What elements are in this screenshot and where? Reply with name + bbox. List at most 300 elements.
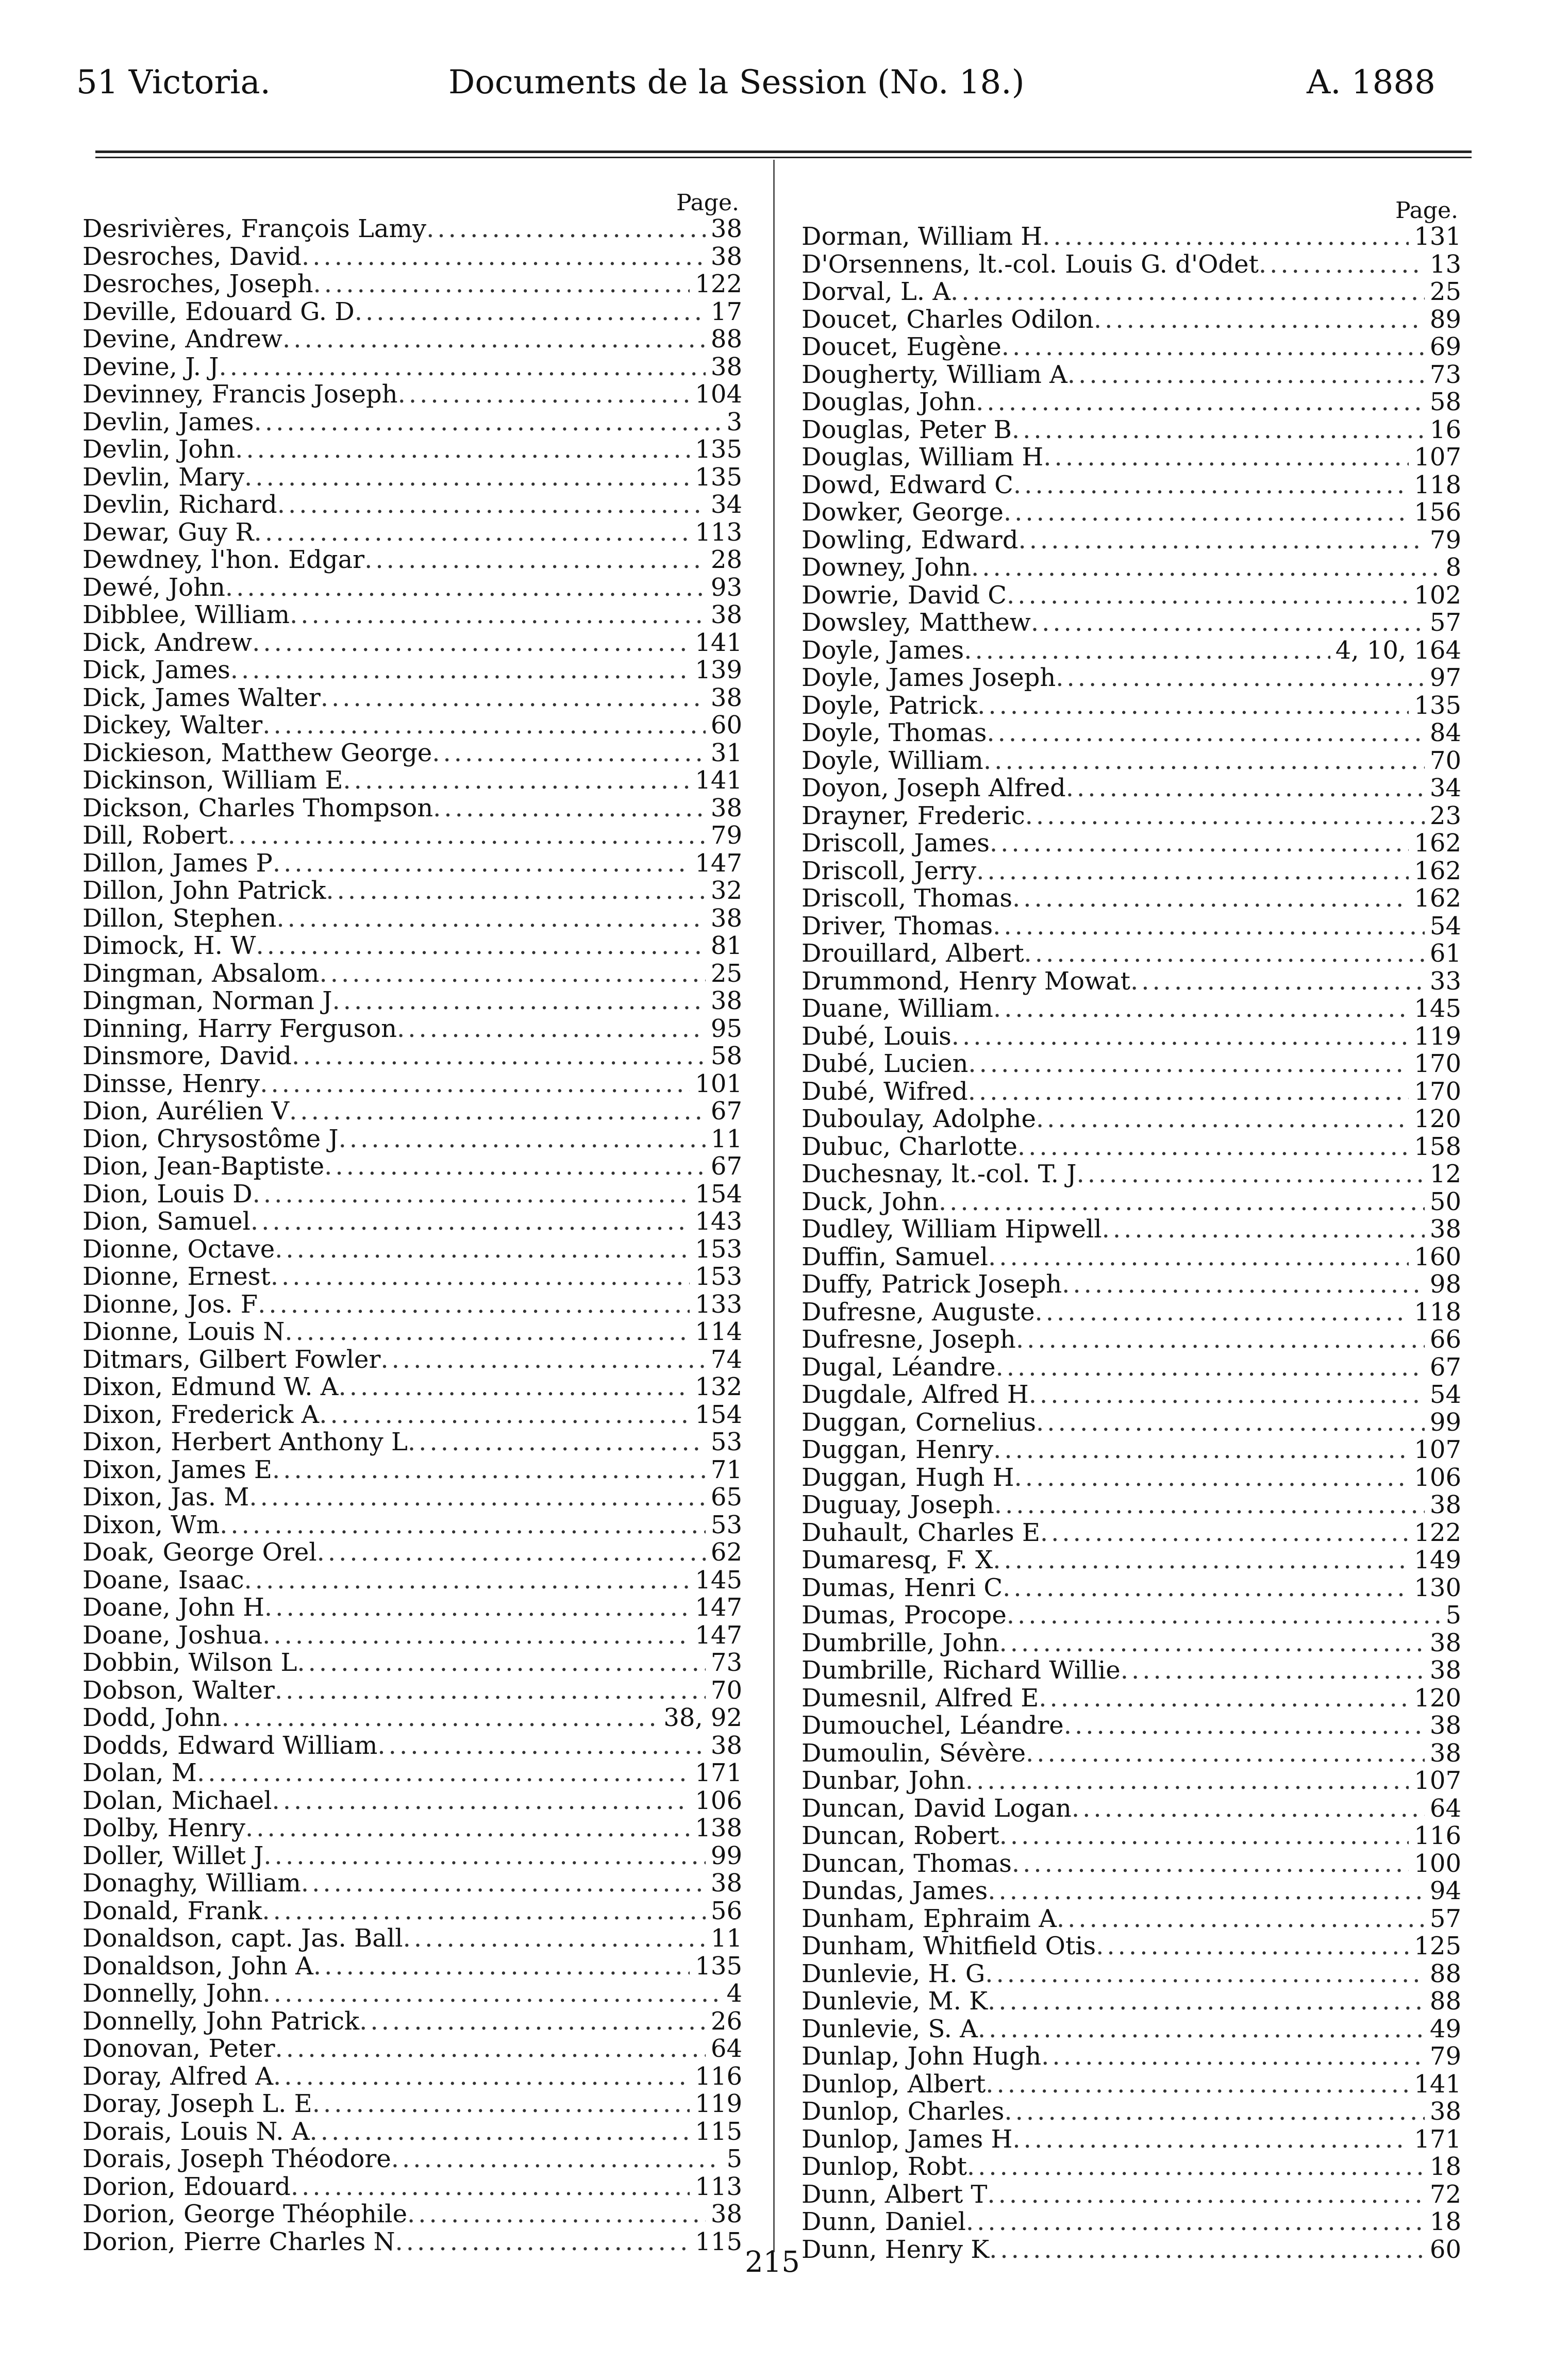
entry-name: Douglas, John	[802, 389, 976, 416]
dot-leader	[1042, 223, 1409, 251]
entry-page: 94	[1429, 1878, 1461, 1905]
entry-page: 32	[710, 877, 742, 905]
dot-leader	[1012, 1850, 1409, 1878]
index-entry	[82, 905, 742, 933]
entry-name: Doane, Isaac	[82, 1566, 244, 1594]
index-entry	[802, 830, 1461, 858]
index-entry	[82, 2146, 742, 2173]
entry-page: 81	[710, 932, 742, 960]
entry-page: 31	[710, 739, 742, 767]
index-entry	[802, 1105, 1461, 1133]
index-entry	[802, 1878, 1461, 1905]
entry-name: Dibblee, William	[82, 601, 290, 629]
dot-leader	[987, 2181, 1425, 2209]
entry-name: Dubé, Wifred	[802, 1078, 968, 1105]
entry-name: Dunlop, Albert	[802, 2070, 986, 2098]
dot-leader	[426, 215, 706, 243]
index-entry	[802, 1078, 1461, 1106]
entry-page: 67	[710, 1153, 742, 1181]
dot-leader	[275, 2035, 706, 2063]
dot-leader	[252, 629, 690, 657]
entry-page: 120	[1414, 1105, 1461, 1133]
dot-leader	[301, 1870, 706, 1898]
index-entry	[82, 1677, 742, 1705]
entry-name: Duggan, Hugh H	[802, 1464, 1014, 1491]
entry-name: Dixon, Wm	[82, 1511, 220, 1539]
index-entry	[82, 2228, 742, 2256]
dot-leader	[971, 554, 1440, 582]
dot-leader	[1077, 1161, 1425, 1188]
entry-name: Doucet, Eugène	[802, 333, 1002, 361]
entry-page: 38	[1429, 1629, 1461, 1657]
entry-name: Dorais, Louis N. A	[82, 2118, 310, 2146]
index-entry	[82, 2035, 742, 2063]
entry-page: 5	[726, 2146, 742, 2173]
dot-leader	[1067, 361, 1425, 389]
entry-page: 89	[1429, 306, 1461, 333]
dot-leader	[343, 767, 690, 795]
entry-page: 162	[1414, 857, 1461, 885]
entry-name: Desroches, Joseph	[82, 271, 313, 298]
entry-name: Dewdney, l'hon. Edgar	[82, 546, 365, 574]
dot-leader	[939, 1188, 1425, 1216]
entry-page: 26	[710, 2007, 742, 2035]
index-entry	[82, 601, 742, 629]
index-entry	[82, 1898, 742, 1925]
entry-name: Dion, Louis D	[82, 1180, 253, 1208]
entry-page: 106	[695, 1787, 742, 1815]
index-entry	[802, 2153, 1461, 2181]
entry-name: Dionne, Jos. F	[82, 1290, 258, 1318]
index-entry	[802, 472, 1461, 499]
entry-name: Donaldson, John A	[82, 1952, 313, 1980]
entry-page: 64	[1429, 1795, 1461, 1822]
page-column-label: Page.	[676, 190, 739, 216]
entry-page: 58	[710, 1043, 742, 1070]
entry-name: Dufresne, Joseph	[802, 1326, 1016, 1354]
dot-leader	[408, 1429, 706, 1456]
dot-leader	[433, 795, 706, 823]
dot-leader	[230, 657, 690, 684]
page-number: 215	[745, 2245, 800, 2279]
entry-name: Doyle, James Joseph	[802, 664, 1056, 692]
entry-page: 38	[710, 1870, 742, 1898]
dot-leader	[225, 574, 706, 602]
dot-leader	[987, 719, 1425, 747]
entry-page: 162	[1414, 885, 1461, 913]
index-entry	[802, 1712, 1461, 1740]
index-entry	[82, 243, 742, 271]
entry-name: Dowrie, David C	[802, 581, 1007, 609]
dot-leader	[292, 1043, 706, 1070]
entry-name: Doane, Joshua	[82, 1621, 263, 1649]
dot-leader	[964, 637, 1330, 665]
index-entry	[802, 1602, 1461, 1630]
entry-page: 38	[1429, 1739, 1461, 1767]
dot-leader	[989, 2236, 1425, 2264]
index-entry	[802, 1023, 1461, 1051]
dot-leader	[1003, 1574, 1409, 1602]
index-entry	[802, 582, 1461, 610]
entry-page: 88	[1429, 1960, 1461, 1988]
dot-leader	[312, 2090, 690, 2118]
entry-page: 147	[695, 1621, 742, 1649]
page-column-label: Page.	[1395, 197, 1458, 224]
index-entry	[82, 1732, 742, 1760]
entry-name: Dunn, Daniel	[802, 2208, 966, 2236]
entry-name: Dillon, James P	[82, 849, 273, 877]
entry-page: 102	[1414, 581, 1461, 609]
dot-leader	[1012, 2126, 1409, 2154]
index-entry	[802, 306, 1461, 334]
entry-page: 141	[1414, 2070, 1461, 2098]
dot-leader	[326, 877, 706, 905]
entry-page: 64	[710, 2035, 742, 2063]
dot-leader	[1043, 444, 1409, 472]
dot-leader	[338, 1373, 690, 1401]
index-entry	[82, 1567, 742, 1595]
entry-name: Duck, John	[802, 1188, 939, 1216]
entry-page: 57	[1429, 1905, 1461, 1933]
entry-page: 60	[710, 712, 742, 740]
index-entry	[802, 1685, 1461, 1713]
entry-page: 88	[710, 326, 742, 354]
index-entry	[82, 850, 742, 878]
entry-name: Dowling, Edward	[802, 526, 1019, 554]
index-entry	[802, 885, 1461, 913]
entry-page: 49	[1429, 2015, 1461, 2043]
index-entry	[82, 1291, 742, 1319]
entry-page: 3	[726, 408, 742, 436]
entry-name: Dumouchel, Léandre	[802, 1712, 1064, 1740]
entry-name: Duggan, Cornelius	[802, 1409, 1037, 1436]
entry-page: 171	[695, 1759, 742, 1787]
entry-name: Dodd, John	[82, 1704, 222, 1732]
entry-page: 135	[695, 1952, 742, 1980]
dot-leader	[282, 326, 706, 354]
index-entry	[82, 2090, 742, 2118]
index-entry	[82, 1704, 742, 1732]
index-entry	[82, 1043, 742, 1070]
entry-name: Dillon, John Patrick	[82, 877, 326, 905]
entry-name: Drayner, Frederic	[802, 802, 1025, 830]
entry-name: Ditmars, Gilbert Fowler	[82, 1346, 381, 1373]
index-entry	[82, 1401, 742, 1429]
index-entry	[802, 1850, 1461, 1878]
index-entry	[82, 326, 742, 354]
index-entry	[82, 1980, 742, 2008]
dot-leader	[273, 850, 690, 878]
entry-name: Dickson, Charles Thompson	[82, 794, 433, 822]
entry-name: Dunn, Albert T	[802, 2181, 988, 2208]
index-entry	[82, 1456, 742, 1484]
index-entry	[82, 519, 742, 547]
entry-name: Doray, Joseph L. E	[82, 2090, 312, 2118]
entry-name: Dixon, Edmund W. A	[82, 1373, 339, 1401]
index-entry	[82, 409, 742, 437]
dot-leader	[1007, 1602, 1441, 1630]
entry-name: Douglas, William H	[802, 444, 1044, 472]
entry-name: Devlin, Richard	[82, 491, 277, 519]
index-list-left	[82, 215, 742, 2256]
dot-leader	[950, 278, 1425, 306]
entry-page: 116	[1414, 1822, 1461, 1850]
entry-page: 73	[710, 1649, 742, 1677]
entry-name: Dugal, Léandre	[802, 1353, 996, 1381]
index-entry	[82, 1925, 742, 1953]
entry-name: Dixon, Frederick A	[82, 1401, 320, 1429]
index-entry	[82, 1594, 742, 1622]
index-entry	[802, 1574, 1461, 1602]
entry-page: 34	[1429, 775, 1461, 802]
dot-leader	[332, 987, 705, 1015]
entry-page: 147	[695, 1594, 742, 1622]
entry-page: 125	[1414, 1933, 1461, 1960]
dot-leader	[996, 1354, 1425, 1382]
entry-name: Devine, J. J	[82, 353, 219, 381]
entry-page: 138	[695, 1815, 742, 1842]
index-entry	[802, 1354, 1461, 1382]
entry-name: Dodds, Edward William	[82, 1732, 378, 1759]
entry-page: 38	[710, 243, 742, 271]
entry-name: Dundas, James	[802, 1878, 988, 1905]
entry-name: Devinney, Francis Joseph	[82, 381, 398, 409]
dot-leader	[260, 1070, 690, 1098]
index-entry	[82, 1126, 742, 1153]
entry-name: Dumas, Procope	[802, 1602, 1007, 1630]
dot-leader	[965, 1767, 1409, 1795]
column-divider	[773, 160, 775, 2252]
entry-name: Dumas, Henri C	[802, 1574, 1003, 1602]
entry-page: 67	[710, 1098, 742, 1126]
index-entry	[82, 1953, 742, 1981]
entry-name: Dickieson, Matthew George	[82, 739, 432, 767]
index-entry	[802, 223, 1461, 251]
entry-name: Duncan, David Logan	[802, 1795, 1072, 1822]
entry-page: 122	[1414, 1519, 1461, 1547]
dot-leader	[291, 2173, 690, 2201]
entry-page: 71	[710, 1456, 742, 1484]
index-entry	[802, 1326, 1461, 1354]
index-entry	[802, 1960, 1461, 1988]
index-entry	[802, 1547, 1461, 1574]
entry-name: Dumaresq, F. X	[802, 1547, 993, 1574]
entry-page: 171	[1414, 2125, 1461, 2153]
dot-leader	[1121, 1657, 1425, 1685]
index-entry	[802, 278, 1461, 306]
entry-page: 113	[695, 518, 742, 546]
entry-page: 54	[1429, 912, 1461, 940]
entry-page: 141	[695, 629, 742, 657]
entry-page: 153	[695, 1235, 742, 1263]
entry-page: 38	[1429, 2098, 1461, 2126]
index-entry	[802, 1436, 1461, 1464]
entry-page: 38	[1429, 1216, 1461, 1244]
entry-page: 100	[1414, 1850, 1461, 1878]
index-entry	[82, 1373, 742, 1401]
entry-page: 13	[1429, 250, 1461, 278]
entry-name: Desroches, David	[82, 243, 302, 271]
entry-page: 135	[695, 463, 742, 491]
entry-name: Devlin, John	[82, 436, 236, 464]
entry-name: Dinsse, Henry	[82, 1070, 260, 1098]
entry-page: 38	[710, 215, 742, 243]
dot-leader	[1057, 1905, 1425, 1933]
dot-leader	[1036, 1409, 1425, 1437]
index-entry	[82, 1015, 742, 1043]
dot-leader	[289, 1098, 706, 1126]
entry-page: 38	[710, 1732, 742, 1759]
dot-leader	[309, 2118, 690, 2146]
index-entry	[802, 775, 1461, 802]
entry-name: Dowd, Edward C	[802, 471, 1013, 499]
entry-page: 113	[695, 2173, 742, 2201]
index-entry	[82, 1759, 742, 1787]
index-list-right	[802, 223, 1461, 2264]
dot-leader	[986, 2071, 1409, 2099]
entry-page: 38	[710, 684, 742, 712]
index-entry	[802, 416, 1461, 444]
entry-name: Doyon, Joseph Alfred	[802, 775, 1066, 802]
index-entry	[802, 2126, 1461, 2154]
dot-leader	[263, 1842, 706, 1870]
dot-leader	[264, 1594, 690, 1622]
entry-name: Duffy, Patrick Joseph	[802, 1271, 1062, 1299]
dot-leader	[993, 995, 1409, 1023]
index-entry	[802, 1822, 1461, 1850]
dot-leader	[317, 1539, 706, 1567]
index-entry	[802, 1464, 1461, 1492]
entry-name: Dickinson, William E	[82, 767, 343, 795]
entry-page: 38	[710, 904, 742, 932]
entry-name: Driscoll, Thomas	[802, 885, 1013, 913]
dot-leader	[990, 830, 1409, 858]
index-entry	[802, 1905, 1461, 1933]
entry-name: Duhault, Charles E	[802, 1519, 1040, 1547]
entry-page: 53	[710, 1511, 742, 1539]
dot-leader	[1013, 472, 1409, 499]
entry-page: 120	[1414, 1684, 1461, 1712]
dot-leader	[1259, 251, 1425, 279]
dot-leader	[262, 1898, 706, 1925]
index-entry	[802, 1657, 1461, 1685]
entry-page: 154	[695, 1401, 742, 1429]
entry-page: 153	[695, 1263, 742, 1291]
index-entry	[82, 546, 742, 574]
dot-leader	[262, 712, 706, 740]
entry-page: 50	[1429, 1188, 1461, 1216]
index-entry	[802, 333, 1461, 361]
entry-name: Duggan, Henry	[802, 1436, 994, 1464]
entry-page: 70	[1429, 747, 1461, 775]
entry-name: Dunlevie, M. K	[802, 1988, 988, 2016]
entry-name: Dumoulin, Sévère	[802, 1739, 1026, 1767]
entry-name: Dumbrille, John	[802, 1629, 999, 1657]
entry-page: 79	[1429, 2043, 1461, 2071]
index-entry	[802, 747, 1461, 775]
index-entry	[82, 2173, 742, 2201]
index-entry	[82, 1098, 742, 1126]
dot-leader	[966, 2208, 1425, 2236]
entry-page: 58	[1429, 389, 1461, 416]
dot-leader	[313, 271, 690, 298]
index-entry	[802, 527, 1461, 555]
entry-page: 60	[1429, 2236, 1461, 2264]
index-entry	[802, 692, 1461, 720]
index-entry	[82, 436, 742, 464]
entry-page: 95	[710, 1015, 742, 1043]
dot-leader	[993, 1547, 1409, 1574]
index-entry	[82, 795, 742, 823]
dot-leader	[994, 1491, 1425, 1519]
entry-name: Dionne, Ernest	[82, 1263, 271, 1291]
entry-page: 122	[695, 271, 742, 298]
dot-leader	[321, 684, 706, 712]
entry-page: 131	[1414, 223, 1461, 251]
entry-page: 38	[710, 987, 742, 1015]
entry-name: Dumesnil, Alfred E	[802, 1684, 1039, 1712]
entry-name: Downey, John	[802, 554, 972, 582]
entry-name: Dingman, Norman J	[82, 987, 332, 1015]
index-entry	[82, 354, 742, 381]
index-entry	[82, 932, 742, 960]
index-entry	[82, 1649, 742, 1677]
entry-name: Dobson, Walter	[82, 1677, 275, 1704]
dot-leader	[1026, 1740, 1425, 1768]
entry-name: Doyle, Patrick	[802, 692, 978, 719]
index-entry	[802, 1050, 1461, 1078]
entry-page: 38	[1429, 1712, 1461, 1740]
index-entry	[82, 1622, 742, 1650]
dot-leader	[988, 1878, 1425, 1905]
entry-name: Dowsley, Matthew	[802, 609, 1031, 637]
entry-name: Dunham, Ephraim A	[802, 1905, 1057, 1933]
entry-name: Dorais, Joseph Théodore	[82, 2146, 391, 2173]
dot-leader	[395, 2228, 690, 2256]
index-entry	[802, 1133, 1461, 1161]
entry-name: Dorion, George Théophile	[82, 2201, 407, 2228]
index-entry	[802, 1409, 1461, 1437]
index-entry	[802, 1933, 1461, 1960]
dot-leader	[1017, 1133, 1409, 1161]
index-entry	[82, 298, 742, 326]
dot-leader	[391, 2146, 722, 2173]
entry-name: Deville, Edouard G. D	[82, 298, 355, 326]
entry-name: Duguay, Joseph	[802, 1491, 994, 1519]
index-entry	[802, 913, 1461, 941]
dot-leader	[245, 1815, 690, 1842]
dot-leader	[339, 1126, 706, 1153]
entry-page: 4, 10, 164	[1335, 636, 1461, 664]
index-entry	[802, 389, 1461, 416]
entry-name: Dorion, Edouard	[82, 2173, 291, 2201]
entry-name: Dionne, Octave	[82, 1235, 275, 1263]
dot-leader	[1004, 2098, 1425, 2126]
dot-leader	[976, 389, 1425, 416]
entry-name: Dubé, Louis	[802, 1023, 952, 1050]
index-entry	[82, 960, 742, 988]
dot-leader	[313, 1953, 690, 1981]
entry-page: 69	[1429, 333, 1461, 361]
index-entry	[82, 271, 742, 298]
dot-leader	[977, 692, 1409, 720]
entry-name: Dorion, Pierre Charles N	[82, 2228, 395, 2256]
index-entry	[802, 1795, 1461, 1823]
dot-leader	[276, 905, 706, 933]
entry-name: Dimock, H. W	[82, 932, 256, 960]
dot-leader	[988, 1244, 1409, 1271]
index-entry	[802, 968, 1461, 996]
